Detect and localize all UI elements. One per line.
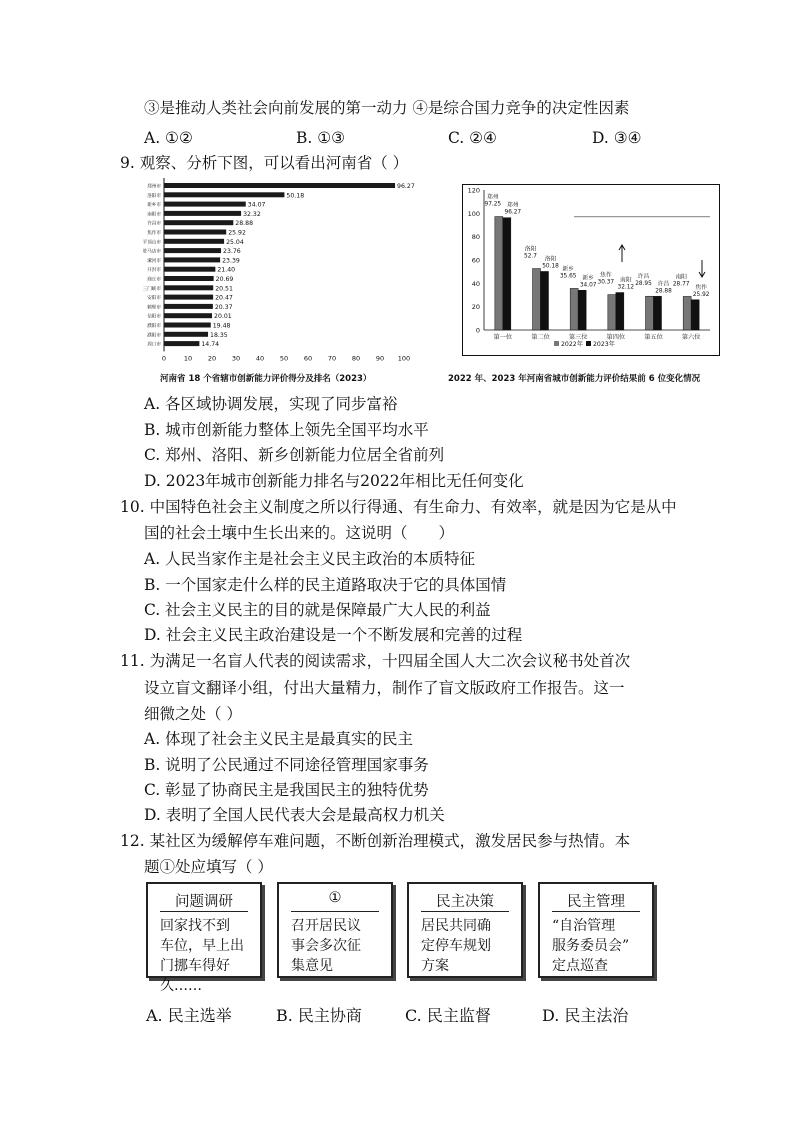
x-tick-label: 第六位 bbox=[681, 334, 701, 341]
value-label: 20.37 bbox=[214, 303, 233, 311]
category-label: 周口市 bbox=[147, 342, 161, 348]
category-label: 许昌市 bbox=[147, 221, 161, 227]
q12-stem-line1: 12. 某社区为缓解停车难问题，不断创新治理模式，激发居民参与热情。本 bbox=[120, 832, 631, 850]
x-tick-label: 第四位 bbox=[606, 334, 626, 341]
q10-option-d[interactable]: D. 社会主义民主政治建设是一个不断发展和完善的过程 bbox=[144, 626, 523, 644]
data-label-name: 南阳 bbox=[675, 274, 687, 281]
data-label-name: 南阳 bbox=[620, 277, 632, 284]
chart1-caption: 河南省 18 个省辖市创新能力评价得分及排名（2023） bbox=[160, 374, 372, 384]
bar bbox=[164, 220, 233, 225]
x-tick-label: 90 bbox=[375, 354, 385, 363]
category-label: 鹤壁市 bbox=[147, 305, 161, 311]
card-democratic-management bbox=[538, 882, 654, 978]
bar-2023年 bbox=[654, 296, 662, 330]
bar-2022年 bbox=[683, 296, 691, 330]
category-label: 濮阳市 bbox=[147, 333, 161, 339]
y-tick-label: 80 bbox=[471, 233, 480, 242]
q12-option-a[interactable]: A. 民主选举 bbox=[146, 1006, 232, 1025]
x-tick-label: 100 bbox=[397, 354, 411, 363]
data-label-name: 焦作 bbox=[600, 272, 612, 279]
data-label-value: 97.25 bbox=[484, 201, 502, 208]
data-label-value: 35.65 bbox=[559, 273, 577, 280]
x-tick-label: 第一位 bbox=[493, 334, 513, 341]
q12-stem-line2: 题①处应填写（ ） bbox=[144, 858, 273, 876]
y-tick-label: 100 bbox=[467, 209, 480, 218]
value-label: 14.74 bbox=[201, 341, 220, 349]
category-label: 信阳市 bbox=[147, 314, 161, 320]
q11-option-b[interactable]: B. 说明了公民通过不同途径管理国家事务 bbox=[144, 756, 429, 774]
bar bbox=[164, 332, 208, 337]
x-tick-label: 80 bbox=[351, 354, 361, 363]
data-label-value: 52.7 bbox=[524, 253, 537, 260]
card-problem-research bbox=[146, 882, 262, 994]
x-tick-label: 0 bbox=[161, 354, 167, 363]
bar bbox=[164, 267, 215, 272]
category-label: 漯河市 bbox=[147, 258, 161, 264]
q11-option-d[interactable]: D. 表明了全国人民代表大会是最高权力机关 bbox=[144, 806, 445, 824]
card-body: “自治管理 服务委员会” 定点巡查 bbox=[552, 918, 630, 974]
card-title: 民主决策 bbox=[436, 894, 494, 910]
bar bbox=[164, 285, 213, 290]
category-label: 南阳市 bbox=[147, 212, 161, 218]
card-title: ① bbox=[328, 890, 342, 906]
x-tick-label: 第二位 bbox=[531, 334, 550, 341]
bar bbox=[164, 295, 213, 300]
card-democratic-decision bbox=[407, 882, 523, 978]
q9-option-d[interactable]: D. 2023年城市创新能力排名与2022年相比无任何变化 bbox=[144, 472, 524, 490]
q9-option-b[interactable]: B. 城市创新能力整体上领先全国平均水平 bbox=[144, 421, 429, 439]
data-label-value: 28.88 bbox=[655, 288, 672, 295]
value-label: 32.32 bbox=[243, 210, 261, 218]
q10-option-b[interactable]: B. 一个国家走什么样的民主道路取决于它的具体国情 bbox=[144, 576, 507, 594]
category-label: 濮阳市 bbox=[147, 324, 161, 329]
value-label: 20.01 bbox=[214, 313, 232, 321]
q11-stem-line2: 设立盲文翻译小组，付出大量精力，制作了盲文版政府工作报告。这一 bbox=[144, 679, 625, 697]
grouped-bar-chart-2022-2023 bbox=[462, 184, 720, 356]
bar bbox=[164, 341, 199, 346]
data-label-name: 许昌 bbox=[637, 274, 650, 281]
category-label: 开封市 bbox=[147, 268, 161, 274]
category-label: 洛阳市 bbox=[147, 193, 161, 199]
data-label-value: 28.77 bbox=[672, 281, 690, 288]
value-label: 34.07 bbox=[247, 201, 266, 209]
value-label: 18.35 bbox=[210, 331, 228, 339]
bar-2023年 bbox=[616, 293, 624, 330]
bar bbox=[164, 211, 241, 216]
bar-2023年 bbox=[541, 271, 549, 330]
x-tick-label: 70 bbox=[327, 354, 337, 363]
data-label-name: 新乡 bbox=[582, 275, 594, 282]
legend-swatch-2023 bbox=[586, 341, 591, 346]
bar-2022年 bbox=[495, 217, 503, 330]
q8-option-b[interactable]: B. ①③ bbox=[296, 129, 346, 147]
value-label: 25.04 bbox=[226, 238, 244, 246]
q10-stem-line2: 国的社会土壤中生长出来的。这说明（ ） bbox=[144, 524, 455, 542]
q12-option-c[interactable]: C. 民主监督 bbox=[405, 1006, 491, 1025]
x-tick-label: 20 bbox=[207, 354, 217, 363]
value-label: 28.88 bbox=[235, 220, 254, 228]
data-label-name: 洛阳 bbox=[544, 256, 557, 263]
q10-option-c[interactable]: C. 社会主义民主的目的就是保障最广大人民的利益 bbox=[144, 601, 491, 619]
bar bbox=[164, 304, 213, 309]
q9-option-c[interactable]: C. 郑州、洛阳、新乡创新能力位居全省前列 bbox=[144, 446, 445, 464]
x-tick-label: 50 bbox=[279, 354, 289, 363]
y-tick-label: 120 bbox=[467, 186, 480, 195]
card-body: 回家找不到 车位，早上出 门挪车得好 久…… bbox=[160, 918, 244, 994]
card-title: 问题调研 bbox=[175, 894, 233, 910]
category-label: 新乡市 bbox=[147, 203, 161, 209]
y-tick-label: 40 bbox=[471, 279, 480, 288]
card-title: 民主管理 bbox=[567, 894, 625, 910]
value-label: 19.48 bbox=[212, 322, 231, 330]
legend-swatch-2022 bbox=[554, 341, 559, 346]
q8-option-c[interactable]: C. ②④ bbox=[448, 129, 497, 147]
data-label-value: 32.12 bbox=[617, 284, 635, 291]
data-label-value: 28.95 bbox=[635, 281, 652, 288]
q12-option-b[interactable]: B. 民主协商 bbox=[276, 1006, 362, 1025]
y-tick-label: 0 bbox=[475, 326, 480, 335]
bar-2023年 bbox=[691, 300, 699, 330]
category-label: 焦作市 bbox=[147, 231, 161, 236]
x-tick-label: 第五位 bbox=[644, 334, 663, 341]
data-label-value: 50.18 bbox=[542, 263, 559, 270]
value-label: 23.39 bbox=[222, 257, 240, 265]
legend-label: 2023年 bbox=[593, 341, 615, 348]
data-label-value: 96.27 bbox=[504, 209, 522, 216]
bar bbox=[164, 183, 395, 188]
q11-stem-line1: 11. 为满足一名盲人代表的阅读需求，十四届全国人大二次会议秘书处首次 bbox=[120, 652, 631, 670]
hbar-chart-2023 bbox=[130, 178, 422, 364]
q10-stem-line1: 10. 中国特色社会主义制度之所以行得通、有生命力、有效率，就是因为它是从中 bbox=[120, 498, 677, 516]
bar-2023年 bbox=[503, 218, 511, 330]
q8-option-a[interactable]: A. ①② bbox=[144, 129, 193, 147]
bar bbox=[164, 230, 226, 235]
legend-label: 2022年 bbox=[561, 341, 583, 348]
data-label-value: 34.07 bbox=[579, 282, 597, 289]
q11-stem-line3: 细微之处（ ） bbox=[144, 705, 242, 723]
x-tick-label: 60 bbox=[303, 354, 313, 363]
category-label: 驻马店市 bbox=[142, 249, 161, 255]
category-label: 商丘市 bbox=[147, 277, 161, 283]
bar-2022年 bbox=[533, 269, 541, 330]
q12-option-d[interactable]: D. 民主法治 bbox=[542, 1006, 629, 1025]
data-label-name: 郑州 bbox=[487, 194, 499, 201]
bar bbox=[164, 248, 221, 253]
category-label: 郑州市 bbox=[147, 184, 161, 190]
value-label: 96.27 bbox=[397, 183, 415, 190]
value-label: 20.47 bbox=[215, 294, 233, 302]
x-tick-label: 10 bbox=[183, 354, 193, 363]
card-body: 召开居民议 事会多次征 集意见 bbox=[291, 918, 361, 974]
value-label: 25.92 bbox=[228, 229, 246, 237]
q8-option-d[interactable]: D. ③④ bbox=[592, 129, 642, 147]
data-label-name: 洛阳 bbox=[524, 246, 537, 253]
q11-option-c[interactable]: C. 彰显了协商民主是我国民主的独特优势 bbox=[144, 781, 429, 799]
y-tick-label: 60 bbox=[471, 256, 480, 265]
q8-statement-line: ③是推动人类社会向前发展的第一动力 ④是综合国力竞争的决定性因素 bbox=[144, 99, 630, 117]
data-label-name: 郑州 bbox=[507, 202, 519, 209]
value-label: 23.76 bbox=[223, 248, 241, 256]
data-label-name: 许昌 bbox=[657, 281, 670, 288]
bar bbox=[164, 257, 220, 262]
y-tick-label: 20 bbox=[471, 303, 480, 312]
bar bbox=[164, 239, 224, 244]
category-label: 安阳市 bbox=[147, 296, 161, 302]
card-blank-1 bbox=[277, 882, 393, 978]
bar-2022年 bbox=[570, 288, 578, 330]
value-label: 20.51 bbox=[215, 285, 233, 293]
value-label: 20.69 bbox=[215, 276, 234, 283]
card-body: 居民共同确 定停车规划 方案 bbox=[421, 918, 491, 974]
bar bbox=[164, 202, 246, 207]
data-label-name: 焦作 bbox=[695, 284, 707, 291]
bar-2022年 bbox=[646, 296, 654, 330]
q11-option-a[interactable]: A. 体现了社会主义民主是最真实的民主 bbox=[144, 730, 414, 748]
category-label: 三门峡市 bbox=[142, 286, 161, 292]
value-label: 50.18 bbox=[286, 192, 305, 200]
q9-option-a[interactable]: A. 各区域协调发展，实现了同步富裕 bbox=[144, 395, 398, 413]
category-label: 平顶山市 bbox=[142, 240, 161, 246]
q10-option-a[interactable]: A. 人民当家作主是社会主义民主政治的本质特征 bbox=[144, 550, 476, 568]
x-tick-label: 30 bbox=[231, 354, 241, 363]
data-label-value: 30.37 bbox=[597, 279, 615, 286]
x-tick-label: 第三位 bbox=[568, 334, 588, 341]
chart2-caption: 2022 年、2023 年河南省城市创新能力评价结果前 6 位变化情况 bbox=[448, 374, 701, 384]
bar bbox=[164, 313, 212, 318]
value-label: 21.40 bbox=[217, 266, 236, 274]
bar-2022年 bbox=[608, 295, 616, 330]
bar bbox=[164, 192, 284, 197]
bar-2023年 bbox=[578, 290, 586, 330]
x-tick-label: 40 bbox=[255, 354, 265, 363]
data-label-value: 25.92 bbox=[692, 291, 710, 298]
q9-stem: 9. 观察、分析下图，可以看出河南省（ ） bbox=[120, 154, 409, 172]
data-label-name: 新乡 bbox=[562, 266, 574, 273]
bar bbox=[164, 276, 214, 281]
bar bbox=[164, 323, 211, 328]
